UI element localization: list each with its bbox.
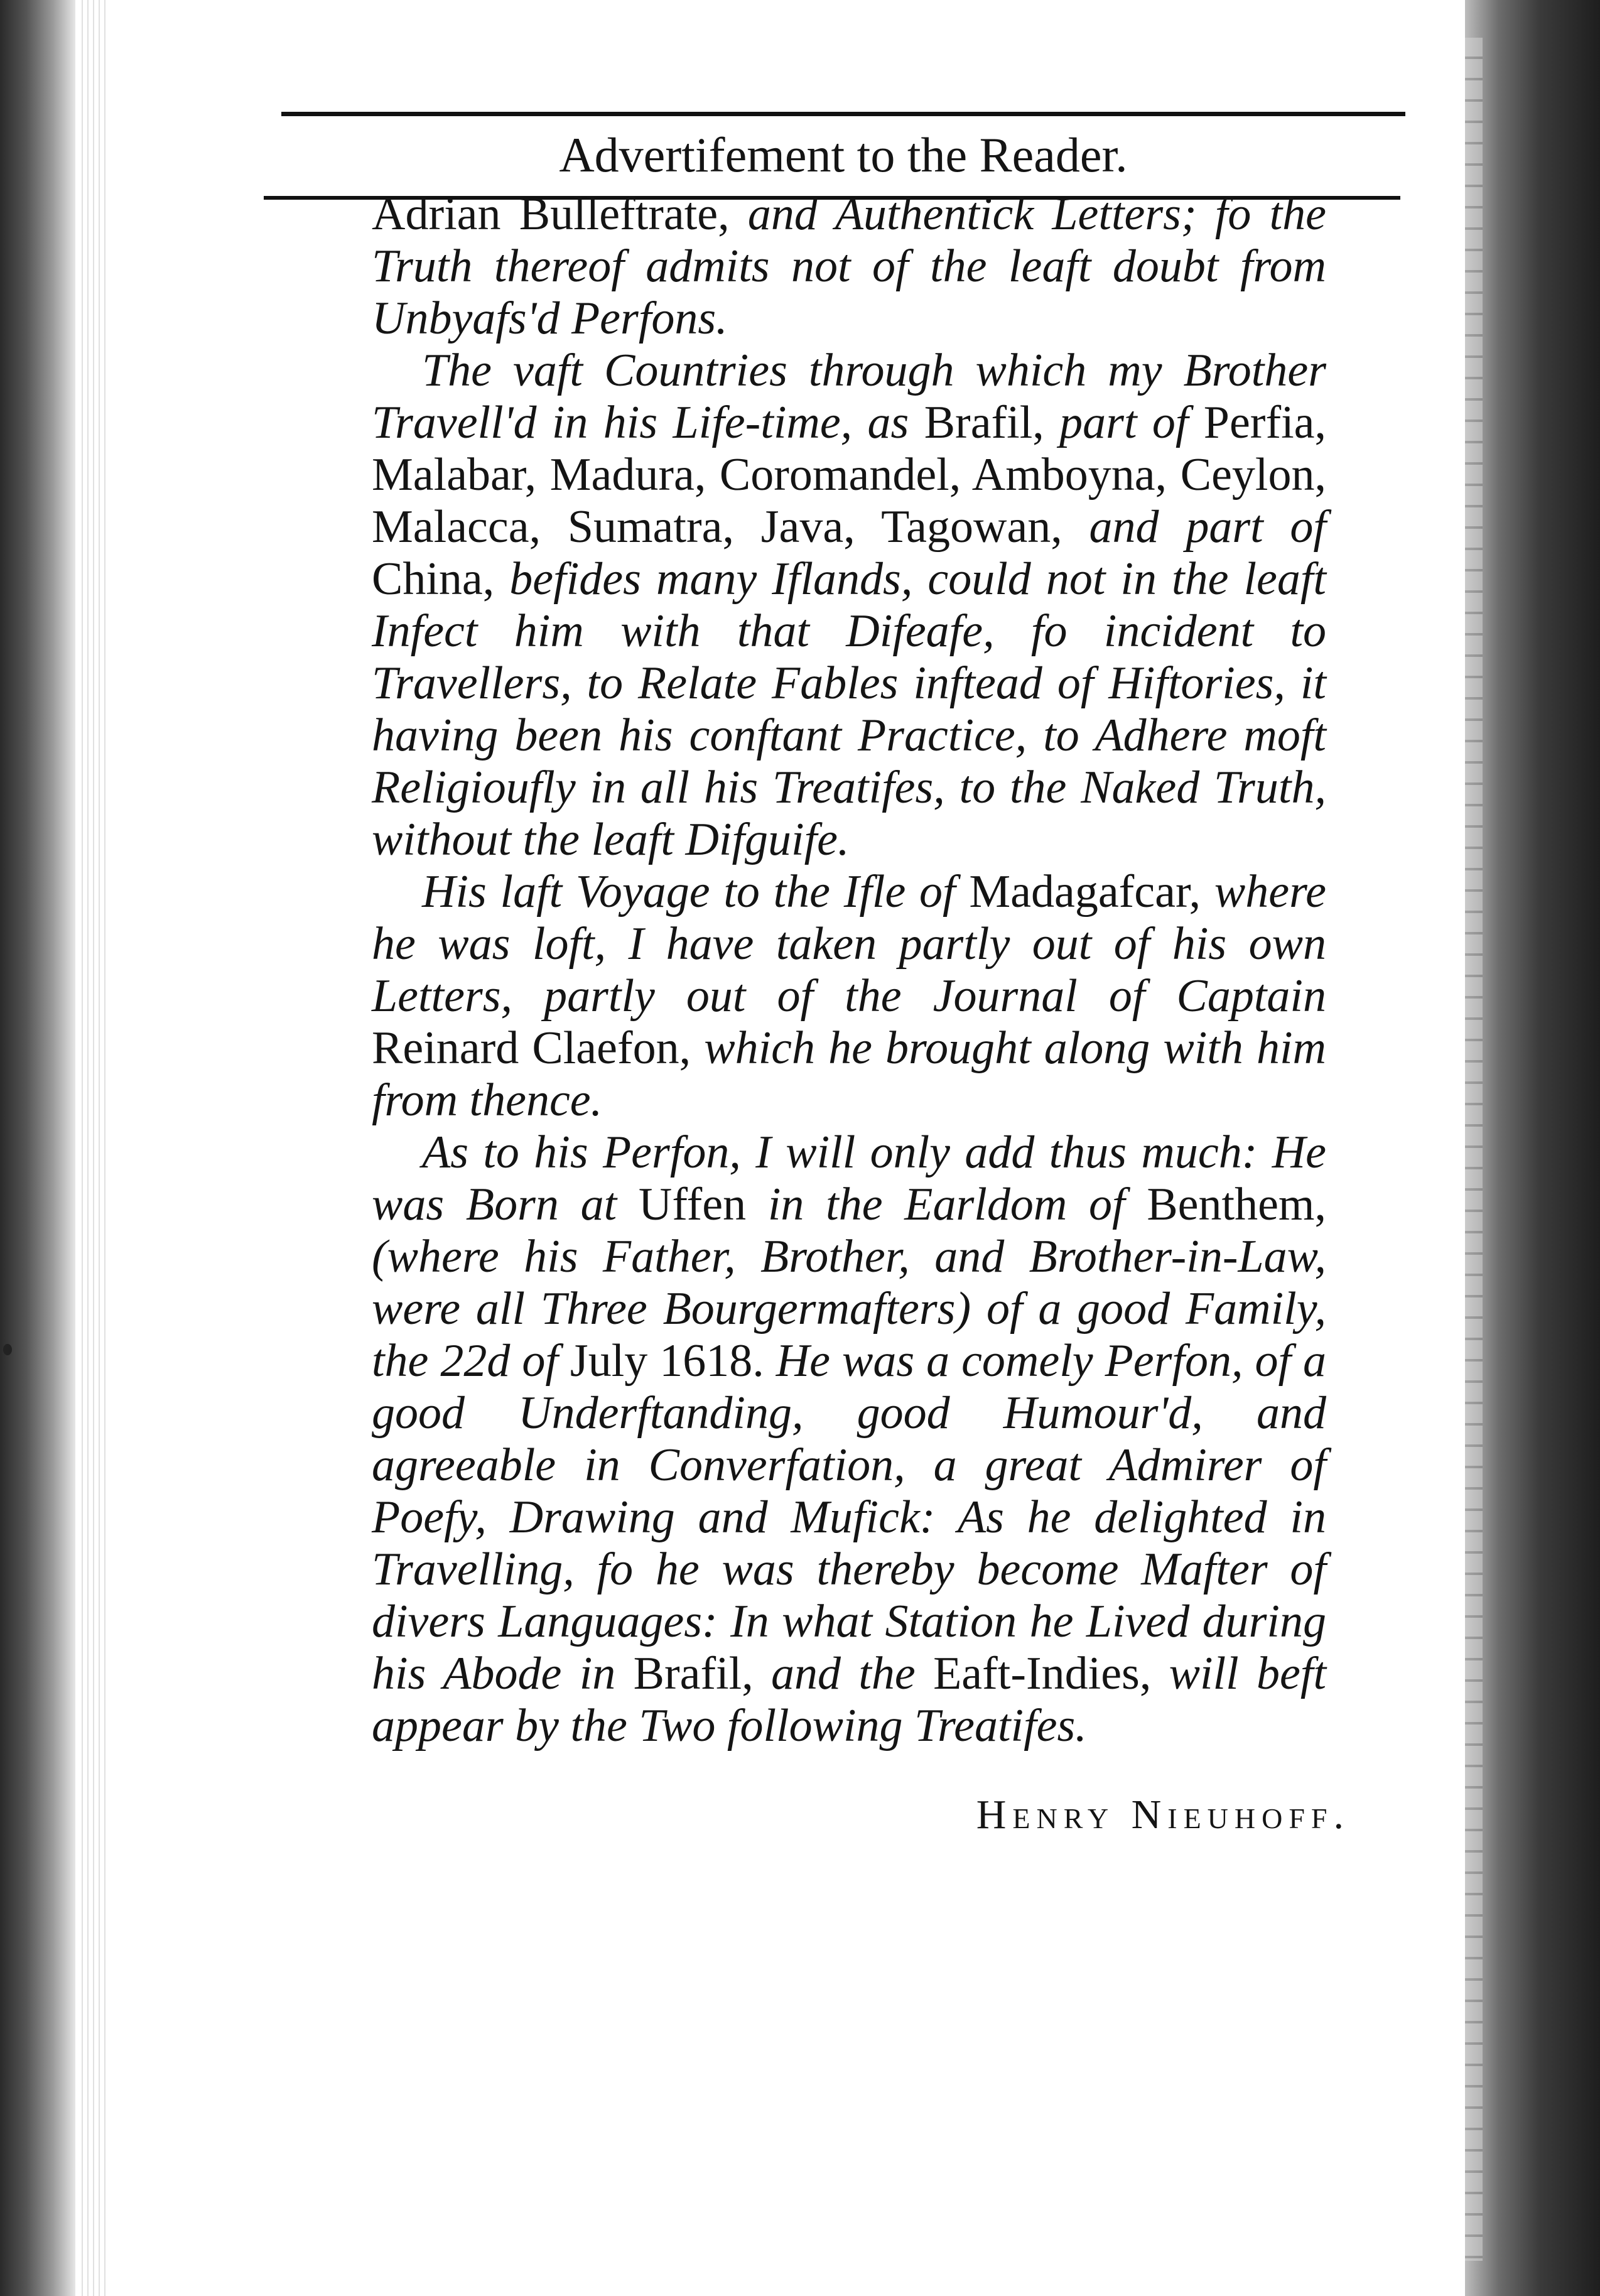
text-run: Reinard Claefon, [372, 1022, 691, 1074]
text-run: Benthem, [1147, 1179, 1326, 1230]
text-run: Adrian Bulleftrate, [372, 188, 730, 240]
paragraph [372, 866, 1326, 1127]
text-run: Perfia, Malabar, Madura, Coromandel, Amboyna, Ceylon, Malacca, Sumatra, Java, Tagowan, [372, 397, 1326, 553]
scan-left-margin [0, 0, 75, 2296]
paragraph [372, 188, 1326, 345]
paragraph [372, 1127, 1326, 1752]
text-run: and Authentick Letters; fo the Truth thereof admits not of the leaft doubt from Unbyafs'd Perfons. [372, 188, 1327, 344]
text-run: Madagafcar, [969, 866, 1201, 918]
text-run: and part of [1062, 501, 1326, 553]
text-run: Brafil, [633, 1648, 754, 1699]
book-spine-edge [1465, 0, 1600, 2296]
page-header: Advertifement to the Reader. [559, 127, 1128, 182]
text-run: He was a comely Perfon, of a good Underftanding, good Humour'd, and agreeable in Converfation, a great Admirer of Poefy, Drawing and Mufick: As he delighted in Travelling, fo he was thereby become Mafter of divers Languages: In what Station he Lived during his Abode in [372, 1335, 1326, 1699]
header-rule-top [281, 112, 1405, 116]
body-text [372, 188, 1326, 1752]
paragraph [372, 345, 1326, 866]
text-run: Eaft-Indies, [933, 1648, 1152, 1699]
text-run: which he brought along with him from thence. [372, 1022, 1326, 1126]
signature: Henry Nieuhoff. [976, 1792, 1350, 1838]
text-run: will beft appear by the Two following Treatifes. [372, 1648, 1327, 1752]
text-run: befides many Iflands, could not in the leaft Infect him with that Difeafe, fo incident to Travellers, to Relate Fables inftead of Hiftories, it having been his conftant Practice, to Adhere moft Religioufly in all his Treatifes, to the Naked Truth, without the leaft Difguife. [372, 553, 1326, 865]
text-run: and the [753, 1648, 934, 1699]
text-run: Uffen [638, 1179, 747, 1230]
text-run: where he was loft, I have taken partly out of his own Letters, partly out of the Journal of Captain [372, 866, 1326, 1022]
ink-spot [3, 1344, 12, 1355]
text-run: Brafil, [924, 397, 1044, 448]
text-run: part of [1044, 397, 1204, 448]
text-run: China, [372, 553, 495, 605]
text-run: His laft Voyage to the Ifle of [422, 866, 970, 918]
text-run: As to his Perfon, I will only add thus much: He was Born at [372, 1127, 1326, 1230]
text-run: in the Earldom of [746, 1179, 1147, 1230]
text-run: July 1618. [570, 1335, 764, 1387]
text-run: (where his Father, Brother, and Brother-in-Law, were all Three Bourgermafters) of a good Family, the 22d of [372, 1231, 1326, 1387]
text-run: The vaft Countries through which my Brother Travell'd in his Life-time, as [372, 345, 1326, 448]
